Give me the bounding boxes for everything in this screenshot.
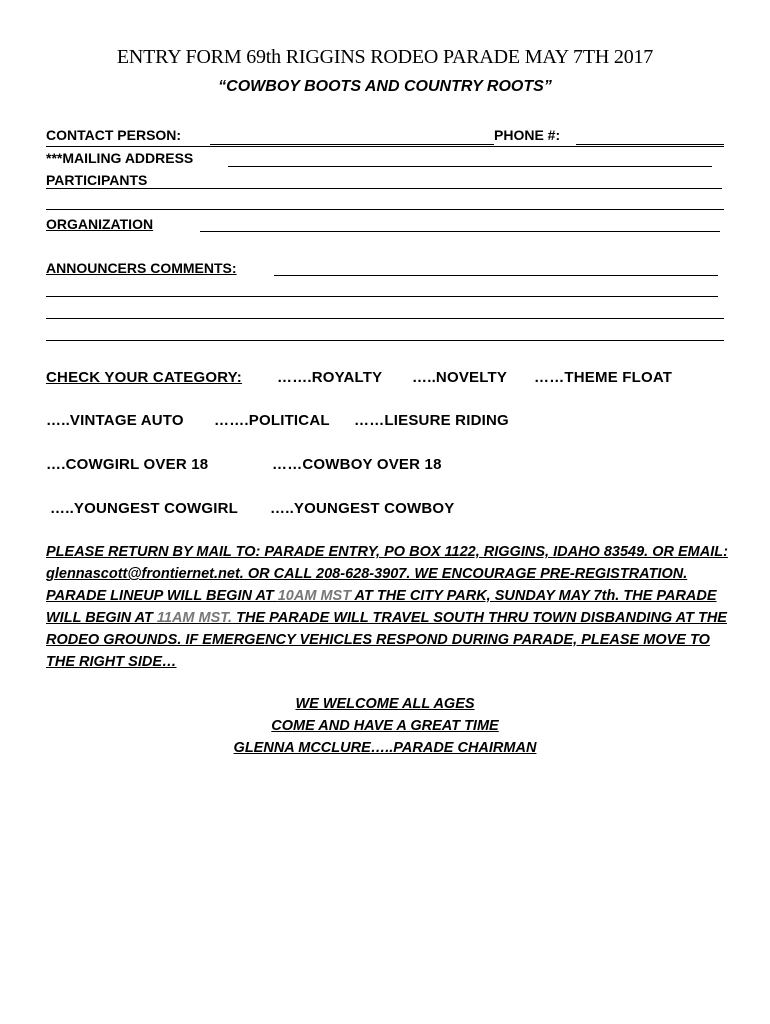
page-title: ENTRY FORM 69th RIGGINS RODEO PARADE MAY 7TH 2017 (116, 46, 654, 68)
phone-label: PHONE #: (494, 127, 561, 143)
phone-field[interactable] (576, 144, 724, 145)
instructions-text-2: . OR CALL 208-628-3907. WE ENCOURAGE PRE-REGISTRATION. PARADE LINEUP WILL BEGIN AT (46, 566, 688, 604)
category-vintage-auto[interactable]: …..VINTAGE AUTO (46, 412, 184, 429)
lineup-time: 10AM MST (277, 588, 352, 604)
category-political[interactable]: …….POLITICAL (214, 412, 330, 429)
category-youngest-cowgirl[interactable]: …..YOUNGEST COWGIRL (50, 500, 238, 517)
category-theme-float[interactable]: ……THEME FLOAT (534, 369, 673, 386)
category-liesure-riding[interactable]: ……LIESURE RIDING (354, 412, 509, 429)
check-category-label: CHECK YOUR CATEGORY: (46, 369, 242, 386)
instructions-text-4: THE PARADE WILL TRAVEL SOUTH THRU TOWN DISBANDING AT THE RODEO GROUNDS. IF EMERGENCY VEHICLES RESPOND DURING PARADE, PLEASE MOVE TO THE RIGHT SIDE… (46, 610, 727, 670)
participants-field-line-2[interactable] (46, 209, 724, 210)
announcers-comments-field[interactable] (274, 275, 718, 276)
announcers-comments-line-4[interactable] (46, 340, 724, 341)
chairman-line: GLENNA MCCLURE…..PARADE CHAIRMAN (233, 740, 537, 756)
announcers-comments-label: ANNOUNCERS COMMENTS: (46, 260, 237, 276)
category-cowboy-over-18[interactable]: ……COWBOY OVER 18 (272, 456, 442, 473)
participants-label: PARTICIPANTS (46, 172, 148, 188)
mailing-address-label: ***MAILING ADDRESS (46, 150, 194, 166)
category-cowgirl-over-18[interactable]: ….COWGIRL OVER 18 (46, 456, 209, 473)
contact-person-field[interactable] (210, 144, 494, 145)
page-subtitle: “COWBOY BOOTS AND COUNTRY ROOTS” (218, 78, 552, 95)
contact-person-label: CONTACT PERSON: (46, 127, 182, 143)
category-youngest-cowboy[interactable]: …..YOUNGEST COWBOY (270, 500, 455, 517)
start-time: 11AM MST. (156, 610, 233, 626)
instructions-text-3: AT THE CITY PARK, SUNDAY MAY 7th. THE PARADE WILL BEGIN AT (46, 588, 717, 626)
welcome-line: WE WELCOME ALL AGES (295, 696, 475, 712)
category-royalty[interactable]: …….ROYALTY (277, 369, 383, 386)
announcers-comments-line-3[interactable] (46, 318, 724, 319)
contact-row-rule (46, 146, 724, 147)
participants-field[interactable] (46, 188, 722, 189)
organization-label: ORGANIZATION (46, 216, 154, 232)
return-instructions (46, 541, 736, 673)
email-link[interactable]: glennascott@frontiernet.net (46, 566, 240, 582)
organization-field[interactable] (200, 231, 720, 232)
instructions-text-1: PLEASE RETURN BY MAIL TO: PARADE ENTRY, PO BOX 1122, RIGGINS, IDAHO 83549. OR EMAIL: (46, 544, 728, 560)
mailing-address-field[interactable] (228, 166, 712, 167)
category-novelty[interactable]: …..NOVELTY (412, 369, 508, 386)
announcers-comments-line-2[interactable] (46, 296, 718, 297)
great-time-line: COME AND HAVE A GREAT TIME (271, 718, 499, 734)
